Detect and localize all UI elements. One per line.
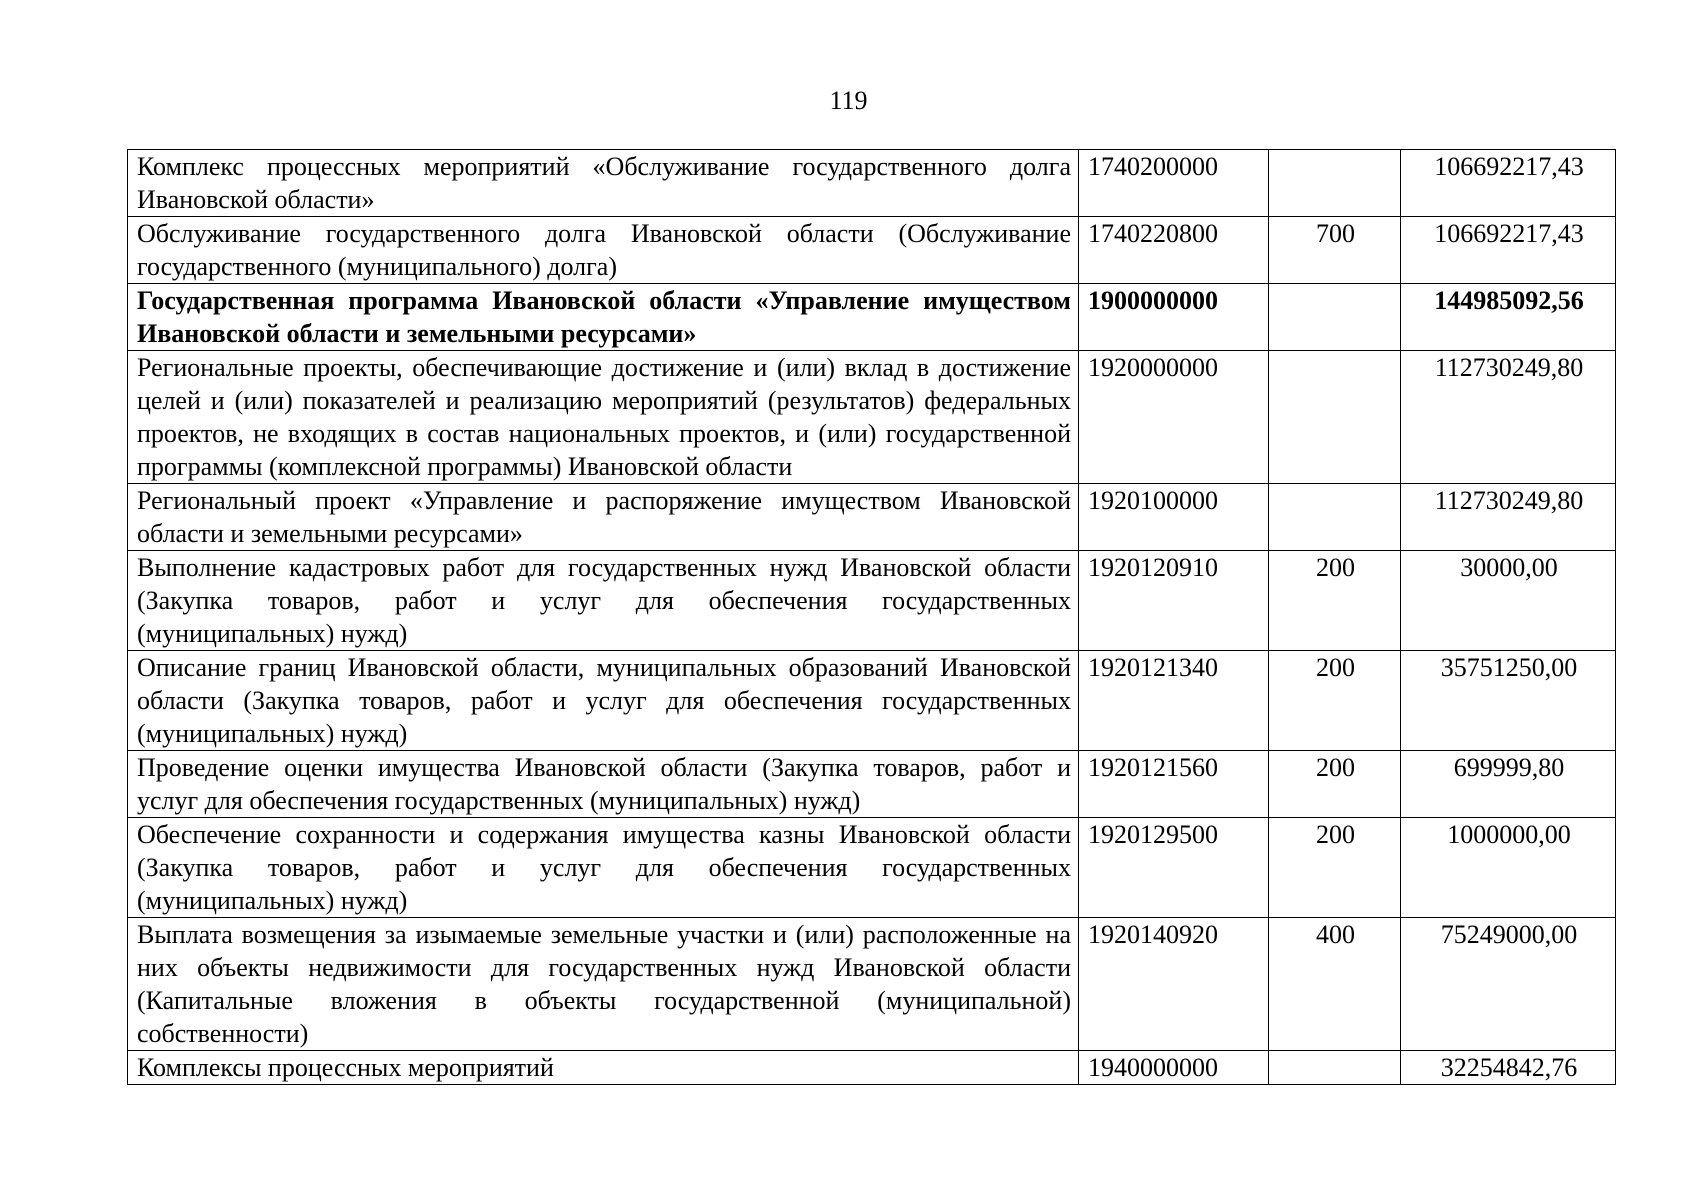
table-row bbox=[128, 918, 1616, 1051]
row-amount-cell: 35751250,00 bbox=[1401, 651, 1616, 751]
row-code-cell: 1920120910 bbox=[1079, 551, 1269, 651]
table-row bbox=[128, 284, 1616, 351]
row-name-cell: Комплексы процессных мероприятий bbox=[128, 1051, 1079, 1085]
row-expense-type-cell: 700 bbox=[1269, 217, 1401, 284]
row-code-cell: 1920000000 bbox=[1079, 351, 1269, 484]
table-row bbox=[128, 651, 1616, 751]
row-amount-cell: 112730249,80 bbox=[1401, 351, 1616, 484]
table-row bbox=[128, 1051, 1616, 1085]
row-expense-type-cell bbox=[1269, 351, 1401, 484]
row-expense-type-cell: 200 bbox=[1269, 751, 1401, 818]
table-row bbox=[128, 751, 1616, 818]
row-amount-cell: 106692217,43 bbox=[1401, 150, 1616, 217]
row-name-cell: Обслуживание государственного долга Ивановской области (Обслуживание государственного (муниципального) долга) bbox=[128, 217, 1079, 284]
row-code-cell: 1740220800 bbox=[1079, 217, 1269, 284]
table-row bbox=[128, 484, 1616, 551]
row-expense-type-cell: 200 bbox=[1269, 651, 1401, 751]
row-name-cell: Региональный проект «Управление и распоряжение имуществом Ивановской области и земельными ресурсами» bbox=[128, 484, 1079, 551]
table-row bbox=[128, 217, 1616, 284]
row-name-cell: Обеспечение сохранности и содержания имущества казны Ивановской области (Закупка товаров, работ и услуг для обеспечения государственных (муниципальных) нужд) bbox=[128, 818, 1079, 918]
row-name-cell: Описание границ Ивановской области, муниципальных образований Ивановской области (Закупка товаров, работ и услуг для обеспечения государственных (муниципальных) нужд) bbox=[128, 651, 1079, 751]
table-row bbox=[128, 351, 1616, 484]
row-amount-cell: 699999,80 bbox=[1401, 751, 1616, 818]
row-amount-cell: 1000000,00 bbox=[1401, 818, 1616, 918]
table-row bbox=[128, 150, 1616, 217]
row-expense-type-cell: 200 bbox=[1269, 551, 1401, 651]
row-amount-cell: 106692217,43 bbox=[1401, 217, 1616, 284]
row-code-cell: 1740200000 bbox=[1079, 150, 1269, 217]
table-row bbox=[128, 818, 1616, 918]
row-expense-type-cell bbox=[1269, 1051, 1401, 1085]
row-name-cell: Выплата возмещения за изымаемые земельные участки и (или) расположенные на них объекты недвижимости для государственных нужд Ивановской области (Капитальные вложения в объекты государственной (муниципальной) собственности) bbox=[128, 918, 1079, 1051]
page-number: 119 bbox=[829, 86, 868, 115]
row-code-cell: 1920100000 bbox=[1079, 484, 1269, 551]
row-code-cell: 1920140920 bbox=[1079, 918, 1269, 1051]
row-code-cell: 1920129500 bbox=[1079, 818, 1269, 918]
row-name-cell: Комплекс процессных мероприятий «Обслуживание государственного долга Ивановской области» bbox=[128, 150, 1079, 217]
row-name-cell: Проведение оценки имущества Ивановской области (Закупка товаров, работ и услуг для обеспечения государственных (муниципальных) нужд) bbox=[128, 751, 1079, 818]
row-expense-type-cell: 200 bbox=[1269, 818, 1401, 918]
row-code-cell: 1920121340 bbox=[1079, 651, 1269, 751]
row-amount-cell: 30000,00 bbox=[1401, 551, 1616, 651]
row-code-cell: 1920121560 bbox=[1079, 751, 1269, 818]
row-name-cell: Государственная программа Ивановской области «Управление имуществом Ивановской области и земельными ресурсами» bbox=[128, 284, 1079, 351]
row-amount-cell: 112730249,80 bbox=[1401, 484, 1616, 551]
row-expense-type-cell bbox=[1269, 150, 1401, 217]
row-code-cell: 1940000000 bbox=[1079, 1051, 1269, 1085]
row-code-cell: 1900000000 bbox=[1079, 284, 1269, 351]
row-name-cell: Региональные проекты, обеспечивающие достижение и (или) вклад в достижение целей и (или) показателей и реализацию мероприятий (результатов) федеральных проектов, не входящих в состав национальных проектов, и (или) государственной программы (комплексной программы) Ивановской области bbox=[128, 351, 1079, 484]
row-amount-cell: 32254842,76 bbox=[1401, 1051, 1616, 1085]
row-expense-type-cell: 400 bbox=[1269, 918, 1401, 1051]
row-amount-cell: 144985092,56 bbox=[1401, 284, 1616, 351]
row-expense-type-cell bbox=[1269, 484, 1401, 551]
row-expense-type-cell bbox=[1269, 284, 1401, 351]
table-row bbox=[128, 551, 1616, 651]
budget-table-body bbox=[128, 150, 1616, 1085]
row-name-cell: Выполнение кадастровых работ для государственных нужд Ивановской области (Закупка товаров, работ и услуг для обеспечения государственных (муниципальных) нужд) bbox=[128, 551, 1079, 651]
budget-table bbox=[127, 149, 1616, 1085]
row-amount-cell: 75249000,00 bbox=[1401, 918, 1616, 1051]
